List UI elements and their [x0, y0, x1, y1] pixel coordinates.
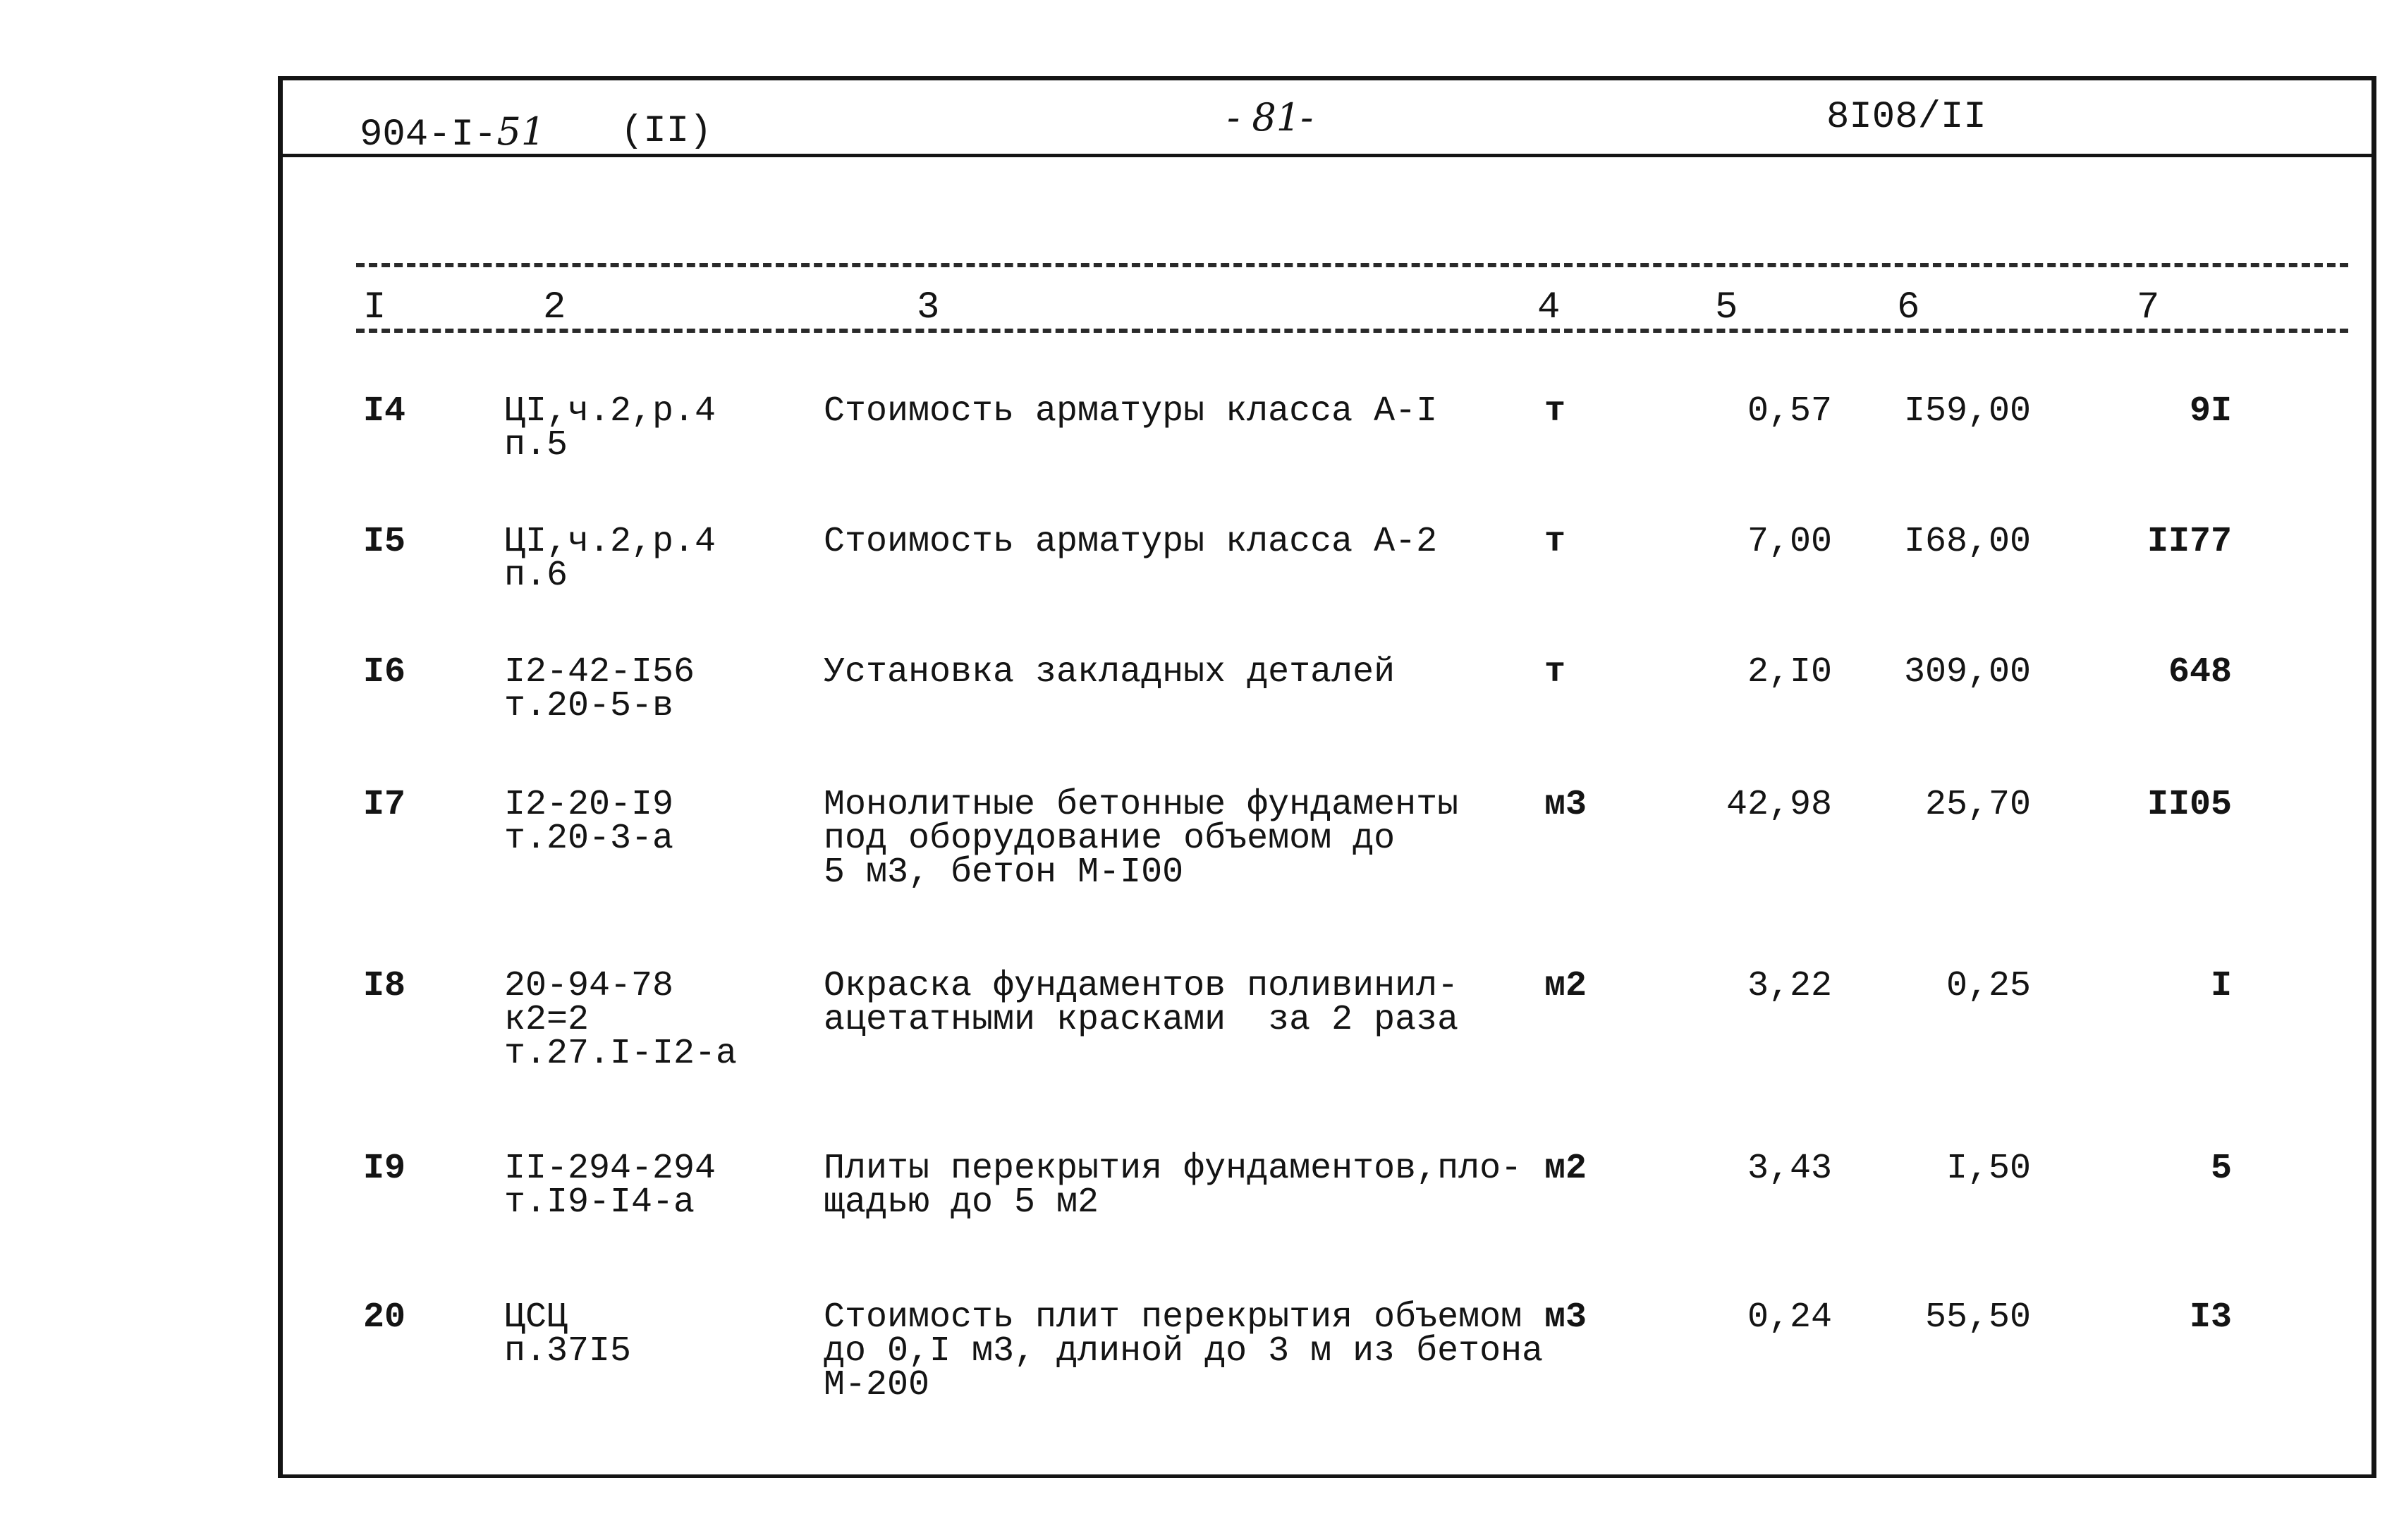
row-number: I6	[363, 652, 406, 692]
row-number: I8	[363, 966, 406, 1006]
total-cost: I3	[2189, 1297, 2232, 1338]
column-number-4: 4	[1537, 286, 1561, 329]
unit-price: I59,00	[1903, 391, 2031, 432]
norm-code: ЦI,ч.2,р.4	[504, 391, 716, 432]
work-description: Установка закладных деталей	[824, 652, 1396, 692]
doc-part: (II)	[621, 110, 712, 153]
table-top-dashed-rule	[356, 263, 2348, 267]
doc-code-handwritten: 51	[496, 109, 546, 154]
norm-code: п.37I5	[504, 1331, 632, 1371]
unit: т	[1544, 522, 1566, 562]
doc-code	[360, 109, 546, 157]
norm-code: т.20-3-а	[504, 819, 674, 859]
work-description: до 0,I м3, длиной до 3 м из бетона	[824, 1331, 1544, 1371]
work-description: Монолитные бетонные фундаменты	[824, 785, 1459, 825]
unit: т	[1544, 391, 1566, 432]
doc-ref: 8I08/II	[1826, 96, 1986, 139]
column-number-5: 5	[1715, 286, 1738, 329]
quantity: 2,I0	[1747, 652, 1832, 692]
total-cost: 5	[2210, 1149, 2232, 1189]
unit-price: 55,50	[1924, 1297, 2031, 1338]
doc-code-printed: 904-I-	[360, 114, 497, 157]
unit: т	[1544, 652, 1566, 692]
norm-code: I2-20-I9	[504, 785, 674, 825]
norm-code: I2-42-I56	[504, 652, 695, 692]
norm-code: т.20-5-в	[504, 686, 674, 726]
column-number-1: I	[363, 286, 386, 329]
work-description: Плиты перекрытия фундаментов,пло-	[824, 1149, 1522, 1189]
work-description: щадью до 5 м2	[824, 1182, 1099, 1223]
norm-code: т.I9-I4-а	[504, 1182, 695, 1223]
quantity: 42,98	[1726, 785, 1832, 825]
total-cost: I	[2210, 966, 2232, 1006]
quantity: 0,57	[1747, 391, 1832, 432]
page-frame	[278, 76, 2376, 1478]
norm-code: II-294-294	[504, 1149, 716, 1189]
work-description: 5 м3, бетон М-I00	[824, 853, 1184, 893]
work-description: Стоимость арматуры класса А-I	[824, 391, 1438, 432]
norm-code: п.6	[504, 556, 568, 596]
work-description: Стоимость арматуры класса А-2	[824, 522, 1438, 562]
quantity: 3,43	[1747, 1149, 1832, 1189]
norm-code: к2=2	[504, 1000, 590, 1040]
work-description: Окраска фундаментов поливинил-	[824, 966, 1459, 1006]
column-number-7: 7	[2137, 286, 2160, 329]
norm-code: п.5	[504, 425, 568, 465]
unit: м3	[1544, 785, 1587, 825]
work-description: под оборудование объемом до	[824, 819, 1396, 859]
unit-price: 25,70	[1924, 785, 2031, 825]
page-number: - 81-	[1227, 95, 1314, 140]
quantity: 3,22	[1747, 966, 1832, 1006]
header-rule	[278, 154, 2376, 157]
norm-code: ЦI,ч.2,р.4	[504, 522, 716, 562]
column-number-6: 6	[1897, 286, 1920, 329]
norm-code: ЦСЦ	[504, 1297, 568, 1338]
row-number: I7	[363, 785, 406, 825]
column-number-2: 2	[543, 286, 566, 329]
total-cost: 648	[2168, 652, 2232, 692]
table-head-dashed-rule	[356, 329, 2348, 333]
total-cost: II77	[2147, 522, 2232, 562]
row-number: 20	[363, 1297, 406, 1338]
row-number: I4	[363, 391, 406, 432]
unit-price: I,50	[1946, 1149, 2031, 1189]
unit: м2	[1544, 1149, 1587, 1189]
work-description: М-200	[824, 1365, 930, 1405]
column-number-3: 3	[917, 286, 940, 329]
row-number: I9	[363, 1149, 406, 1189]
total-cost: 9I	[2189, 391, 2232, 432]
work-description: ацетатными красками за 2 раза	[824, 1000, 1459, 1040]
work-description: Стоимость плит перекрытия объемом	[824, 1297, 1522, 1338]
quantity: 7,00	[1747, 522, 1832, 562]
unit-price: I68,00	[1903, 522, 2031, 562]
unit: м2	[1544, 966, 1587, 1006]
unit: м3	[1544, 1297, 1587, 1338]
norm-code: 20-94-78	[504, 966, 674, 1006]
total-cost: II05	[2147, 785, 2232, 825]
unit-price: 0,25	[1946, 966, 2031, 1006]
quantity: 0,24	[1747, 1297, 1832, 1338]
norm-code: т.27.I-I2-а	[504, 1034, 738, 1074]
row-number: I5	[363, 522, 406, 562]
unit-price: 309,00	[1903, 652, 2031, 692]
